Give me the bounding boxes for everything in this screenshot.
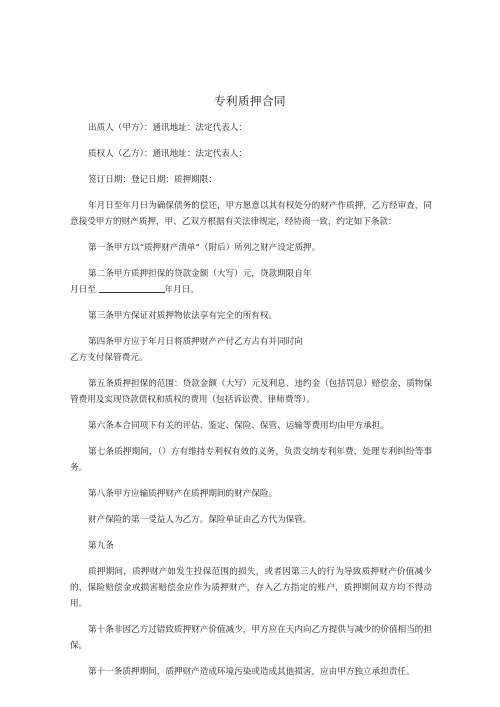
article-2: [70, 266, 432, 298]
article-5: 第五条质押担保的范围：贷款金额（大写）元及利息、违约金（包括罚息）赔偿金、质物保管费用及实现贷款债权和质权的费用（包括诉讼费、律师费等）。: [70, 379, 432, 405]
article-2-date-start: 月日至: [70, 285, 96, 295]
document-title: 专利质押合同: [214, 94, 286, 108]
article-9-body: 质押期间，质押财产如发生投保范围的损失，或者因第三人的行为导致质押财产价值减少的，保险赔偿金或损害赔偿金应作为质押财产，存入乙方指定的账户，质押期间双方均不得动用。: [70, 567, 432, 609]
article-2-date-end: 年月日。: [164, 285, 199, 295]
pledgor-line: 出质人（甲方）：通讯地址：法定代表人：: [88, 123, 247, 133]
preamble-paragraph: 年月日至年月日为确保债务的偿还，甲方愿意以其有权处分的财产作质押，乙方经审查，同意接受甲方的财产质押，甲、乙双方根据有关法律规定，经协商一致，约定如下条款：: [70, 201, 432, 227]
article-9-heading: 第九条: [88, 541, 114, 551]
article-3: 第三条甲方保证对质押物依法享有完全的所有权。: [88, 311, 278, 321]
article-10: 第十条非因乙方过错致质押财产价值减少，甲方应在天内向乙方提供与减少的价值相当的担保。: [70, 625, 432, 651]
article-6: 第六条本合同项下有关的评估、鉴定、保险、保管、运输等费用均由甲方承担。: [88, 421, 389, 431]
insurance-beneficiary: 财产保险的第一受益人为乙方。保险单证由乙方代为保管。: [88, 515, 312, 525]
article-4-line-2: 乙方支付保管费元。: [70, 353, 148, 363]
article-4-line-1: 第四条甲方应于年月日将质押财产产付乙方占有并同时向: [88, 337, 303, 347]
document-body: [70, 120, 432, 690]
article-7: 第七条质押期间，（）方有维持专利权有效的义务，负责交纳专利年费，处理专利纠纷等事务。: [70, 447, 432, 473]
article-2-line-1: 第二条甲方质押担保的贷款金额（大写）元，贷款期限自年: [88, 269, 312, 279]
pledgee-line: 质权人（乙方）：通讯地址：法定代表人：: [88, 149, 247, 159]
article-11: 第十一条质押期间，质押财产造成环境污染或造成其他损害，应由甲方独立承担责任。: [88, 667, 415, 677]
dates-line: 签订日期：登记日期：质押期限：: [88, 175, 217, 185]
article-8: 第八条甲方应输质押财产在质押期间的财产保险。: [88, 489, 278, 499]
fill-in-blank: [99, 292, 165, 293]
article-2-line-2: [70, 282, 432, 298]
article-4: [70, 334, 432, 366]
article-1: 第一条甲方以“质押财产清单”（附后）所列之财产设定质押。: [88, 243, 321, 253]
